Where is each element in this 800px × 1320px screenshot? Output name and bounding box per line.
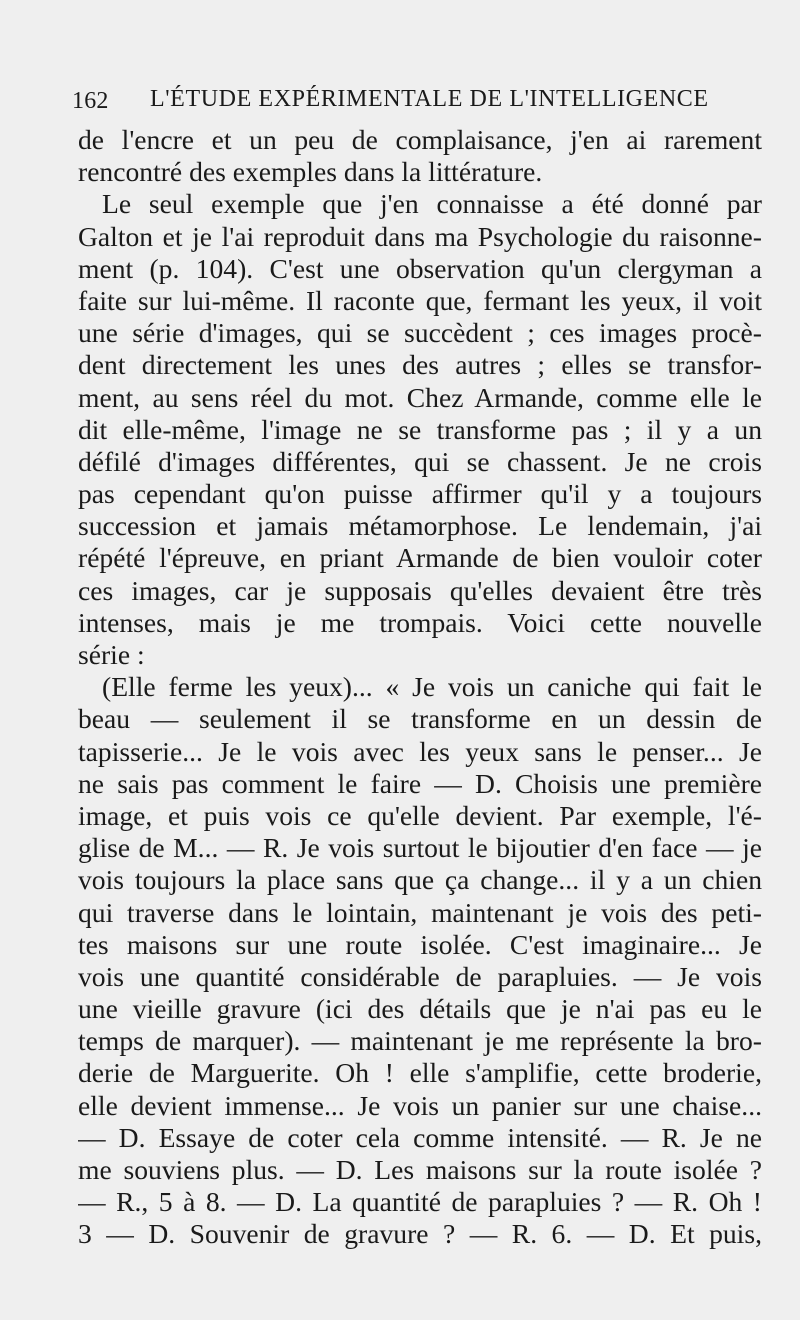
text-line: faite sur lui-même. Il raconte que, fermant les yeux, il voit <box>78 284 762 316</box>
text-line: — D. Essaye de coter cela comme intensité. — R. Je ne <box>78 1121 762 1153</box>
text-line: défilé d'images différentes, qui se chassent. Je ne crois <box>78 445 762 477</box>
text-line: ment (p. 104). C'est une observation qu'un clergyman a <box>78 252 762 284</box>
text-line: ment, au sens réel du mot. Chez Armande, comme elle le <box>78 381 762 413</box>
text-line: beau — seulement il se transforme en un dessin de <box>78 703 762 735</box>
text-line: vois une quantité considérable de parapluies. — Je vois <box>78 960 762 992</box>
text-line: tapisserie... Je le vois avec les yeux sans le penser... Je <box>78 735 762 767</box>
text-line: vois toujours la place sans que ça change... il y a un chien <box>78 864 762 896</box>
text-line: derie de Marguerite. Oh ! elle s'amplifie, cette broderie, <box>78 1057 762 1089</box>
text-line: ne sais pas comment le faire — D. Choisis une première <box>78 767 762 799</box>
text-line: une vieille gravure (ici des détails que je n'ai pas eu le <box>78 993 762 1025</box>
text-line: me souviens plus. — D. Les maisons sur la route isolée ? <box>78 1154 762 1185</box>
text-line: ces images, car je supposais qu'elles devaient être très <box>78 574 762 606</box>
page-number: 162 <box>72 88 109 114</box>
text-line: succession et jamais métamorphose. Le lendemain, j'ai <box>78 510 762 542</box>
body-text <box>78 124 762 1251</box>
text-line: (Elle ferme les yeux)... « Je vois un caniche qui fait le <box>102 671 762 703</box>
text-line: rencontré des exemples dans la littérature. <box>78 156 543 188</box>
text-line: série : <box>78 639 145 670</box>
text-line: temps de marquer). — maintenant je me représente la bro- <box>78 1025 762 1057</box>
text-line: qui traverse dans le lointain, maintenant je vois des peti- <box>78 896 762 928</box>
text-line: 3 — D. Souvenir de gravure ? — R. 6. — D. Et puis, <box>78 1218 762 1250</box>
running-head <box>72 86 709 118</box>
text-line: dit elle-même, l'image ne se transforme pas ; il y a un <box>78 413 762 445</box>
text-line: de l'encre et un peu de complaisance, j'en ai rarement <box>78 124 762 155</box>
running-title: L'ÉTUDE EXPÉRIMENTALE DE L'INTELLIGENCE <box>150 86 709 112</box>
text-line: image, et puis vois ce qu'elle devient. Par exemple, l'é- <box>78 799 762 831</box>
text-line: dent directement les unes des autres ; elles se transfor- <box>78 349 762 381</box>
text-line: Le seul exemple que j'en connaisse a été donné par <box>102 188 762 220</box>
text-line: pas cependant qu'on puisse affirmer qu'il y a toujours <box>78 478 762 510</box>
text-line: glise de M... — R. Je vois surtout le bijoutier d'en face — je <box>78 832 762 864</box>
text-line: — R., 5 à 8. — D. La quantité de parapluies ? — R. Oh ! <box>78 1186 762 1218</box>
text-line: tes maisons sur une route isolée. C'est imaginaire... Je <box>78 928 762 960</box>
text-line: Galton et je l'ai reproduit dans ma Psychologie du raisonne- <box>78 220 762 252</box>
text-line: intenses, mais je me trompais. Voici cette nouvelle <box>78 606 762 638</box>
text-line: répété l'épreuve, en priant Armande de bien vouloir coter <box>78 542 762 574</box>
text-line: elle devient immense... Je vois un panier sur une chaise... <box>78 1089 762 1121</box>
text-line: une série d'images, qui se succèdent ; ces images procè- <box>78 317 762 349</box>
